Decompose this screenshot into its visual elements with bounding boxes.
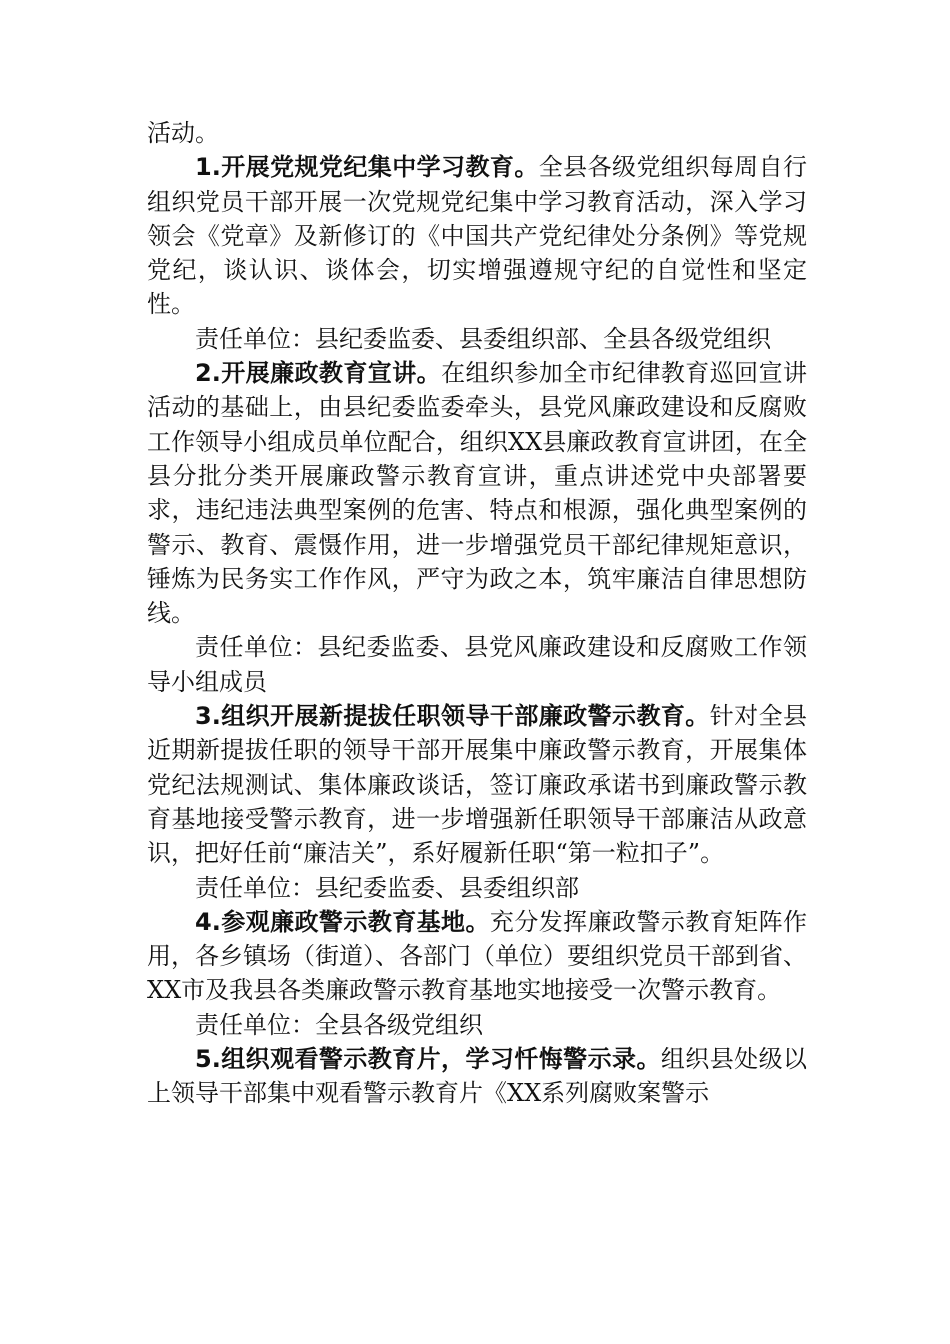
responsible-unit-4: [147, 1008, 807, 1042]
paragraph-item-2: [147, 356, 807, 630]
paragraph-item-3: [147, 699, 807, 870]
paragraph-heading: 5.组织观看警示教育片，学习忏悔警示录。: [195, 1045, 661, 1074]
responsible-unit-1: [147, 322, 807, 356]
paragraph-item-4: [147, 905, 807, 1008]
paragraph-text: 组织县处级以上领导干部集中观看警示教育片《XX系列腐败案警示: [147, 1045, 807, 1108]
paragraph-text: 全县各级党组织每周自行组织党员干部开展一次党规党纪集中学习教育活动，深入学习领会《党章》及新修订的《中国共产党纪律处分条例》等党规党纪，谈认识、谈体会，切实增强遵规守纪的自觉性和坚定性。: [147, 153, 807, 319]
paragraph-heading: 3.组织开展新提拔任职领导干部廉政警示教育。: [195, 702, 710, 731]
paragraph-continuation: [147, 116, 807, 150]
paragraph-item-5: [147, 1042, 807, 1111]
paragraph-item-1: [147, 150, 807, 321]
paragraph-heading: 2.开展廉政教育宣讲。: [195, 359, 442, 388]
paragraph-text: 责任单位：县纪委监委、县党风廉政建设和反腐败工作领导小组成员: [147, 633, 807, 696]
paragraph-text: 责任单位：全县各级党组织: [195, 1010, 483, 1039]
paragraph-text: 针对全县近期新提拔任职的领导干部开展集中廉政警示教育，开展集体党纪法规测试、集体廉政谈话，签订廉政承诺书到廉政警示教育基地接受警示教育，进一步增强新任职领导干部廉洁从政意识，把好任前“廉洁关”，系好履新任职“第一粒扣子”。: [147, 702, 807, 868]
paragraph-text: 活动。: [147, 119, 219, 147]
document-body: [147, 116, 807, 1111]
responsible-unit-3: [147, 871, 807, 905]
paragraph-text: 充分发挥廉政警示教育矩阵作用，各乡镇场（街道）、各部门（单位）要组织党员干部到省、XX市及我县各类廉政警示教育基地实地接受一次警示教育。: [147, 907, 807, 1005]
paragraph-heading: 1.开展党规党纪集中学习教育。: [195, 153, 539, 182]
paragraph-text: 责任单位：县纪委监委、县委组织部: [195, 873, 579, 902]
paragraph-text: 责任单位：县纪委监委、县委组织部、全县各级党组织: [195, 324, 771, 353]
paragraph-heading: 4.参观廉政警示教育基地。: [195, 907, 490, 936]
paragraph-text: 在组织参加全市纪律教育巡回宣讲活动的基础上，由县纪委监委牵头，县党风廉政建设和反腐败工作领导小组成员单位配合，组织XX县廉政教育宣讲团，在全县分批分类开展廉政警示教育宣讲，重点讲述党中央部署要求，违纪违法典型案例的危害、特点和根源，强化典型案例的警示、教育、震慑作用，进一步增强党员干部纪律规矩意识，锤炼为民务实工作作风，严守为政之本，筑牢廉洁自律思想防线。: [147, 359, 807, 628]
responsible-unit-2: [147, 630, 807, 699]
